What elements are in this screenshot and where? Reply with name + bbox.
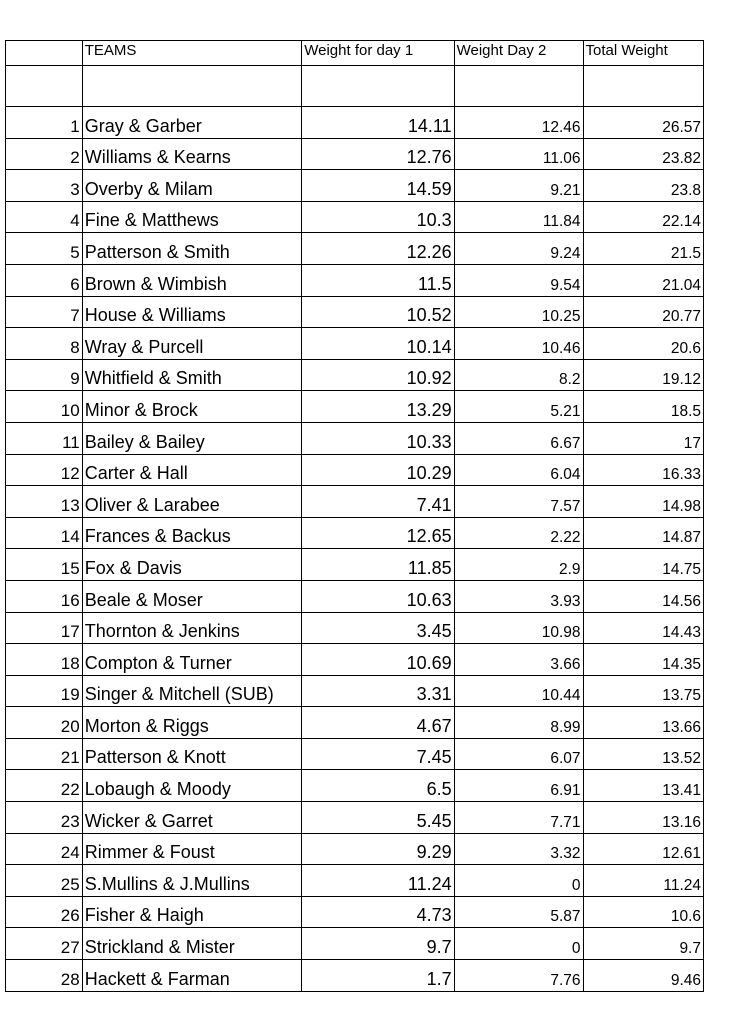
team-name: Compton & Turner (82, 644, 302, 676)
table-row (6, 170, 704, 202)
weight-day-1: 12.76 (302, 138, 454, 170)
team-number: 10 (6, 391, 83, 423)
team-number: 7 (6, 296, 83, 328)
total-weight: 26.57 (583, 107, 703, 139)
table-row (6, 201, 704, 233)
table-row (6, 233, 704, 265)
table-row (6, 296, 704, 328)
team-name: Patterson & Knott (82, 738, 302, 770)
team-name: Bailey & Bailey (82, 422, 302, 454)
weight-day-1: 1.7 (302, 960, 454, 992)
team-number: 5 (6, 233, 83, 265)
team-number: 1 (6, 107, 83, 139)
table-row (6, 422, 704, 454)
team-name: Morton & Riggs (82, 707, 302, 739)
total-weight: 11.24 (583, 865, 703, 897)
weight-day-1: 14.59 (302, 170, 454, 202)
weight-day-1: 9.29 (302, 833, 454, 865)
weight-day-2: 7.71 (454, 802, 583, 834)
table-row (6, 612, 704, 644)
total-weight: 20.77 (583, 296, 703, 328)
team-number: 12 (6, 454, 83, 486)
team-name: Overby & Milam (82, 170, 302, 202)
total-weight: 13.66 (583, 707, 703, 739)
team-number: 2 (6, 138, 83, 170)
team-name: Oliver & Larabee (82, 486, 302, 518)
team-name: Singer & Mitchell (SUB) (82, 675, 302, 707)
table-row (6, 517, 704, 549)
weight-day-2: 2.22 (454, 517, 583, 549)
table-row (6, 928, 704, 960)
total-weight: 14.43 (583, 612, 703, 644)
total-weight: 10.6 (583, 896, 703, 928)
header-row (6, 41, 704, 66)
team-number: 4 (6, 201, 83, 233)
weight-day-2: 11.06 (454, 138, 583, 170)
weight-day-1: 13.29 (302, 391, 454, 423)
weight-day-2: 10.44 (454, 675, 583, 707)
weight-day-2: 3.32 (454, 833, 583, 865)
header-weight-day-2: Weight Day 2 (454, 41, 583, 66)
team-number: 15 (6, 549, 83, 581)
weight-day-1: 7.41 (302, 486, 454, 518)
total-weight: 13.52 (583, 738, 703, 770)
team-number: 18 (6, 644, 83, 676)
total-weight: 14.56 (583, 580, 703, 612)
total-weight: 13.16 (583, 802, 703, 834)
weight-day-2: 9.24 (454, 233, 583, 265)
weight-day-2: 12.46 (454, 107, 583, 139)
total-weight: 19.12 (583, 359, 703, 391)
weight-day-2: 10.98 (454, 612, 583, 644)
team-name: Beale & Moser (82, 580, 302, 612)
team-name: Wray & Purcell (82, 328, 302, 360)
weight-day-2: 10.25 (454, 296, 583, 328)
table-row (6, 107, 704, 139)
table-row (6, 960, 704, 992)
weight-day-2: 3.93 (454, 580, 583, 612)
team-name: Thornton & Jenkins (82, 612, 302, 644)
total-weight: 20.6 (583, 328, 703, 360)
header-total-weight: Total Weight (583, 41, 703, 66)
weight-day-2: 8.99 (454, 707, 583, 739)
weights-table (5, 40, 704, 992)
weight-day-1: 10.69 (302, 644, 454, 676)
team-number: 26 (6, 896, 83, 928)
weight-day-2: 7.57 (454, 486, 583, 518)
total-weight: 18.5 (583, 391, 703, 423)
weight-day-1: 11.85 (302, 549, 454, 581)
weight-day-1: 4.73 (302, 896, 454, 928)
weight-day-2: 2.9 (454, 549, 583, 581)
team-name: Whitfield & Smith (82, 359, 302, 391)
total-weight: 13.41 (583, 770, 703, 802)
team-name: Fox & Davis (82, 549, 302, 581)
team-number: 14 (6, 517, 83, 549)
team-number: 3 (6, 170, 83, 202)
table-row (6, 707, 704, 739)
team-name: Rimmer & Foust (82, 833, 302, 865)
spacer-cell (6, 66, 83, 107)
header-teams: TEAMS (82, 41, 302, 66)
table-row (6, 454, 704, 486)
weight-day-1: 12.26 (302, 233, 454, 265)
weight-day-1: 10.92 (302, 359, 454, 391)
total-weight: 12.61 (583, 833, 703, 865)
team-number: 17 (6, 612, 83, 644)
total-weight: 22.14 (583, 201, 703, 233)
team-name: Fine & Matthews (82, 201, 302, 233)
header-weight-day-1: Weight for day 1 (302, 41, 454, 66)
table-row (6, 833, 704, 865)
weight-day-2: 5.87 (454, 896, 583, 928)
weight-day-2: 6.04 (454, 454, 583, 486)
total-weight: 9.7 (583, 928, 703, 960)
weight-day-2: 5.21 (454, 391, 583, 423)
spacer-cell (302, 66, 454, 107)
weight-day-2: 6.67 (454, 422, 583, 454)
weight-day-1: 4.67 (302, 707, 454, 739)
weight-day-2: 6.07 (454, 738, 583, 770)
team-number: 25 (6, 865, 83, 897)
weight-day-1: 11.5 (302, 264, 454, 296)
team-number: 21 (6, 738, 83, 770)
weight-day-1: 10.33 (302, 422, 454, 454)
team-number: 19 (6, 675, 83, 707)
total-weight: 21.04 (583, 264, 703, 296)
team-name: Gray & Garber (82, 107, 302, 139)
header-number (6, 41, 83, 66)
weight-day-1: 7.45 (302, 738, 454, 770)
table-row (6, 580, 704, 612)
total-weight: 23.82 (583, 138, 703, 170)
team-name: Williams & Kearns (82, 138, 302, 170)
total-weight: 14.87 (583, 517, 703, 549)
table-row (6, 486, 704, 518)
team-name: Minor & Brock (82, 391, 302, 423)
team-number: 11 (6, 422, 83, 454)
total-weight: 17 (583, 422, 703, 454)
weight-day-2: 9.21 (454, 170, 583, 202)
table-row (6, 549, 704, 581)
weight-day-2: 11.84 (454, 201, 583, 233)
team-name: Patterson & Smith (82, 233, 302, 265)
table-row (6, 802, 704, 834)
team-name: S.Mullins & J.Mullins (82, 865, 302, 897)
weight-day-2: 6.91 (454, 770, 583, 802)
weight-day-1: 10.3 (302, 201, 454, 233)
team-number: 23 (6, 802, 83, 834)
total-weight: 14.98 (583, 486, 703, 518)
spacer-row (6, 66, 704, 107)
team-number: 22 (6, 770, 83, 802)
weight-day-1: 14.11 (302, 107, 454, 139)
total-weight: 14.35 (583, 644, 703, 676)
weight-day-1: 10.29 (302, 454, 454, 486)
weight-day-2: 7.76 (454, 960, 583, 992)
team-name: Strickland & Mister (82, 928, 302, 960)
spacer-cell (454, 66, 583, 107)
weight-day-2: 3.66 (454, 644, 583, 676)
team-number: 28 (6, 960, 83, 992)
weight-day-1: 3.45 (302, 612, 454, 644)
weight-day-1: 10.14 (302, 328, 454, 360)
spacer-cell (82, 66, 302, 107)
team-number: 27 (6, 928, 83, 960)
team-number: 24 (6, 833, 83, 865)
team-number: 6 (6, 264, 83, 296)
weight-day-1: 10.63 (302, 580, 454, 612)
team-name: Lobaugh & Moody (82, 770, 302, 802)
table-row (6, 328, 704, 360)
table-row (6, 138, 704, 170)
team-name: Brown & Wimbish (82, 264, 302, 296)
weight-day-2: 0 (454, 928, 583, 960)
table-row (6, 264, 704, 296)
team-name: House & Williams (82, 296, 302, 328)
team-number: 16 (6, 580, 83, 612)
total-weight: 9.46 (583, 960, 703, 992)
total-weight: 14.75 (583, 549, 703, 581)
weight-day-1: 11.24 (302, 865, 454, 897)
team-number: 20 (6, 707, 83, 739)
table-row (6, 644, 704, 676)
weight-day-2: 10.46 (454, 328, 583, 360)
spacer-cell (583, 66, 703, 107)
total-weight: 13.75 (583, 675, 703, 707)
team-number: 9 (6, 359, 83, 391)
table-row (6, 770, 704, 802)
weight-day-1: 3.31 (302, 675, 454, 707)
table-row (6, 675, 704, 707)
weight-day-1: 10.52 (302, 296, 454, 328)
team-name: Frances & Backus (82, 517, 302, 549)
team-name: Fisher & Haigh (82, 896, 302, 928)
table-row (6, 896, 704, 928)
team-name: Wicker & Garret (82, 802, 302, 834)
table-row (6, 738, 704, 770)
weight-day-1: 12.65 (302, 517, 454, 549)
weight-day-2: 8.2 (454, 359, 583, 391)
team-number: 13 (6, 486, 83, 518)
weight-day-1: 9.7 (302, 928, 454, 960)
table-row (6, 391, 704, 423)
team-number: 8 (6, 328, 83, 360)
team-name: Carter & Hall (82, 454, 302, 486)
total-weight: 21.5 (583, 233, 703, 265)
team-name: Hackett & Farman (82, 960, 302, 992)
total-weight: 23.8 (583, 170, 703, 202)
weight-day-2: 9.54 (454, 264, 583, 296)
table-row (6, 359, 704, 391)
weight-day-2: 0 (454, 865, 583, 897)
total-weight: 16.33 (583, 454, 703, 486)
weight-day-1: 5.45 (302, 802, 454, 834)
weight-day-1: 6.5 (302, 770, 454, 802)
table-row (6, 865, 704, 897)
